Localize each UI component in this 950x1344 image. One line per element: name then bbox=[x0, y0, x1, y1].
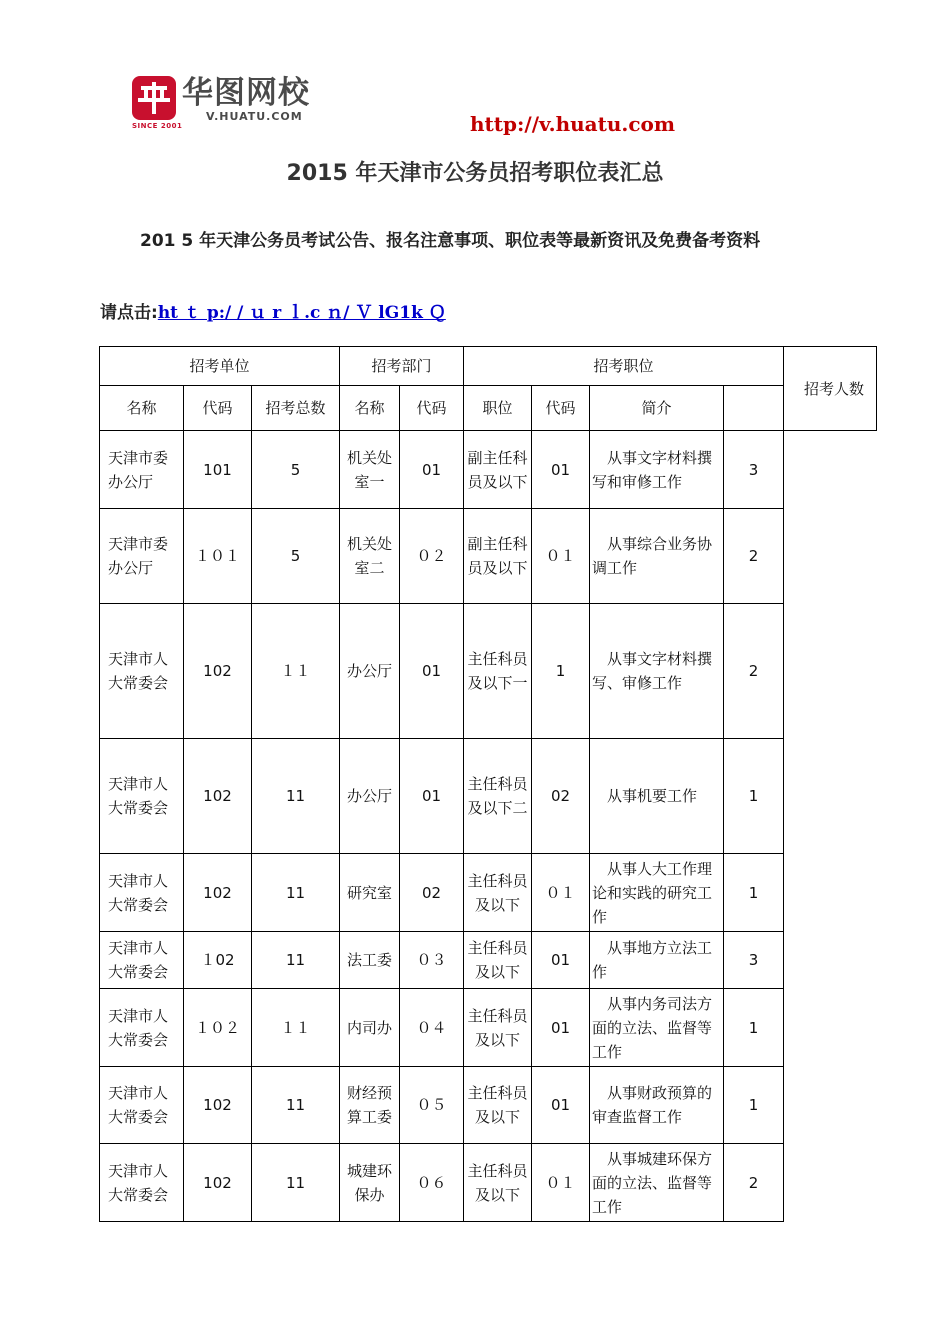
dept-code-cell: 01 bbox=[400, 739, 464, 854]
position-code-cell: 01 bbox=[532, 989, 590, 1067]
position-code-cell: 02 bbox=[532, 739, 590, 854]
count-cell: 3 bbox=[724, 431, 784, 509]
unit-name-cell: 天津市委办公厅 bbox=[100, 509, 184, 604]
dept-name-cell: 内司办 bbox=[340, 989, 400, 1067]
table-row bbox=[100, 989, 877, 1067]
dept-code-cell: ０３ bbox=[400, 932, 464, 989]
site-url-link[interactable]: http://v.huatu.com bbox=[470, 112, 676, 136]
position-code-cell: 01 bbox=[532, 431, 590, 509]
column-header: 代码 bbox=[532, 386, 590, 431]
unit-name-cell: 天津市人大常委会 bbox=[100, 932, 184, 989]
description-cell: 从事城建环保方面的立法、监督等工作 bbox=[590, 1144, 724, 1222]
table-column-header-row bbox=[100, 386, 877, 431]
unit-code-cell: 102 bbox=[184, 1067, 252, 1144]
description-cell: 从事文字材料撰写和审修工作 bbox=[590, 431, 724, 509]
total-cell: １１ bbox=[252, 604, 340, 739]
position-cell: 副主任科员及以下 bbox=[464, 509, 532, 604]
count-cell: 3 bbox=[724, 932, 784, 989]
unit-name-cell: 天津市委办公厅 bbox=[100, 431, 184, 509]
group-header-unit: 招考单位 bbox=[100, 347, 340, 386]
table-group-header-row bbox=[100, 347, 877, 386]
unit-name-cell: 天津市人大常委会 bbox=[100, 1144, 184, 1222]
unit-name-cell: 天津市人大常委会 bbox=[100, 1067, 184, 1144]
description-cell: 从事文字材料撰写、审修工作 bbox=[590, 604, 724, 739]
table-row bbox=[100, 1144, 877, 1222]
dept-name-cell: 法工委 bbox=[340, 932, 400, 989]
table-row bbox=[100, 1067, 877, 1144]
table-row bbox=[100, 854, 877, 932]
position-code-cell: ０１ bbox=[532, 509, 590, 604]
logo-url: V.HUATU.COM bbox=[206, 110, 303, 123]
count-cell: 1 bbox=[724, 1067, 784, 1144]
description-cell: 从事内务司法方面的立法、监督等工作 bbox=[590, 989, 724, 1067]
position-code-cell: 01 bbox=[532, 932, 590, 989]
dept-code-cell: 02 bbox=[400, 854, 464, 932]
dept-code-cell: ０４ bbox=[400, 989, 464, 1067]
position-code-cell: ０１ bbox=[532, 1144, 590, 1222]
count-cell: 1 bbox=[724, 739, 784, 854]
table-row bbox=[100, 431, 877, 509]
count-cell: 2 bbox=[724, 604, 784, 739]
unit-name-cell: 天津市人大常委会 bbox=[100, 739, 184, 854]
position-cell: 主任科员及以下 bbox=[464, 932, 532, 989]
total-cell: 11 bbox=[252, 854, 340, 932]
total-cell: 11 bbox=[252, 1067, 340, 1144]
position-cell: 主任科员及以下二 bbox=[464, 739, 532, 854]
column-header: 招考总数 bbox=[252, 386, 340, 431]
table-row bbox=[100, 932, 877, 989]
huatu-logo-mark-icon bbox=[132, 76, 176, 120]
dept-name-cell: 城建环保办 bbox=[340, 1144, 400, 1222]
unit-code-cell: １02 bbox=[184, 932, 252, 989]
total-cell: １１ bbox=[252, 989, 340, 1067]
dept-name-cell: 机关处室一 bbox=[340, 431, 400, 509]
position-code-cell: ０１ bbox=[532, 854, 590, 932]
position-cell: 主任科员及以下 bbox=[464, 1067, 532, 1144]
unit-code-cell: 102 bbox=[184, 1144, 252, 1222]
description-cell: 从事人大工作理论和实践的研究工作 bbox=[590, 854, 724, 932]
column-header: 名称 bbox=[340, 386, 400, 431]
count-cell: 2 bbox=[724, 1144, 784, 1222]
huatu-logo bbox=[132, 76, 362, 134]
description-cell: 从事综合业务协调工作 bbox=[590, 509, 724, 604]
dept-code-cell: ０６ bbox=[400, 1144, 464, 1222]
position-cell: 主任科员及以下 bbox=[464, 1144, 532, 1222]
dept-name-cell: 办公厅 bbox=[340, 604, 400, 739]
group-header-count: 招考人数 bbox=[784, 347, 877, 431]
total-cell: 11 bbox=[252, 1144, 340, 1222]
count-cell: 1 bbox=[724, 854, 784, 932]
logo-since: SINCE 2001 bbox=[132, 122, 183, 130]
dept-code-cell: 01 bbox=[400, 604, 464, 739]
positions-table bbox=[99, 346, 877, 1222]
total-cell: 11 bbox=[252, 932, 340, 989]
dept-name-cell: 办公厅 bbox=[340, 739, 400, 854]
column-header: 代码 bbox=[400, 386, 464, 431]
column-header: 名称 bbox=[100, 386, 184, 431]
dept-name-cell: 研究室 bbox=[340, 854, 400, 932]
unit-code-cell: １０１ bbox=[184, 509, 252, 604]
description-cell: 从事财政预算的审查监督工作 bbox=[590, 1067, 724, 1144]
dept-code-cell: 01 bbox=[400, 431, 464, 509]
unit-code-cell: 101 bbox=[184, 431, 252, 509]
position-cell: 主任科员及以下 bbox=[464, 854, 532, 932]
total-cell: 11 bbox=[252, 739, 340, 854]
description-cell: 从事机要工作 bbox=[590, 739, 724, 854]
total-cell: 5 bbox=[252, 431, 340, 509]
dept-name-cell: 财经预算工委 bbox=[340, 1067, 400, 1144]
table-row bbox=[100, 604, 877, 739]
click-prompt bbox=[100, 298, 446, 323]
dept-name-cell: 机关处室二 bbox=[340, 509, 400, 604]
unit-code-cell: 102 bbox=[184, 604, 252, 739]
unit-name-cell: 天津市人大常委会 bbox=[100, 989, 184, 1067]
position-code-cell: 1 bbox=[532, 604, 590, 739]
count-cell: 1 bbox=[724, 989, 784, 1067]
table-row bbox=[100, 739, 877, 854]
position-cell: 副主任科员及以下 bbox=[464, 431, 532, 509]
position-cell: 主任科员及以下一 bbox=[464, 604, 532, 739]
column-header: 代码 bbox=[184, 386, 252, 431]
description-cell: 从事地方立法工作 bbox=[590, 932, 724, 989]
total-cell: 5 bbox=[252, 509, 340, 604]
unit-name-cell: 天津市人大常委会 bbox=[100, 854, 184, 932]
column-header: 职位 bbox=[464, 386, 532, 431]
table-row bbox=[100, 509, 877, 604]
unit-name-cell: 天津市人大常委会 bbox=[100, 604, 184, 739]
position-code-cell: 01 bbox=[532, 1067, 590, 1144]
unit-code-cell: 102 bbox=[184, 854, 252, 932]
count-cell: 2 bbox=[724, 509, 784, 604]
page-title: 2015 年天津市公务员招考职位表汇总 bbox=[286, 161, 664, 186]
dept-code-cell: ０２ bbox=[400, 509, 464, 604]
unit-code-cell: １０２ bbox=[184, 989, 252, 1067]
column-header: 简介 bbox=[590, 386, 724, 431]
click-prompt-label: 请点击: bbox=[100, 303, 158, 323]
group-header-position: 招考职位 bbox=[464, 347, 784, 386]
unit-code-cell: 102 bbox=[184, 739, 252, 854]
position-cell: 主任科员及以下 bbox=[464, 989, 532, 1067]
dept-code-cell: ０５ bbox=[400, 1067, 464, 1144]
logo-brand: 华图网校 bbox=[182, 75, 310, 111]
page-subtitle: 201 5 年天津公务员考试公告、报名注意事项、职位表等最新资讯及免费备考资料 bbox=[140, 231, 761, 251]
group-header-dept: 招考部门 bbox=[340, 347, 464, 386]
short-link[interactable]: ht ｔ p:/ / ｕ r ｌ.c ｎ/ Ｖ lG1k Ｑ bbox=[157, 303, 446, 323]
